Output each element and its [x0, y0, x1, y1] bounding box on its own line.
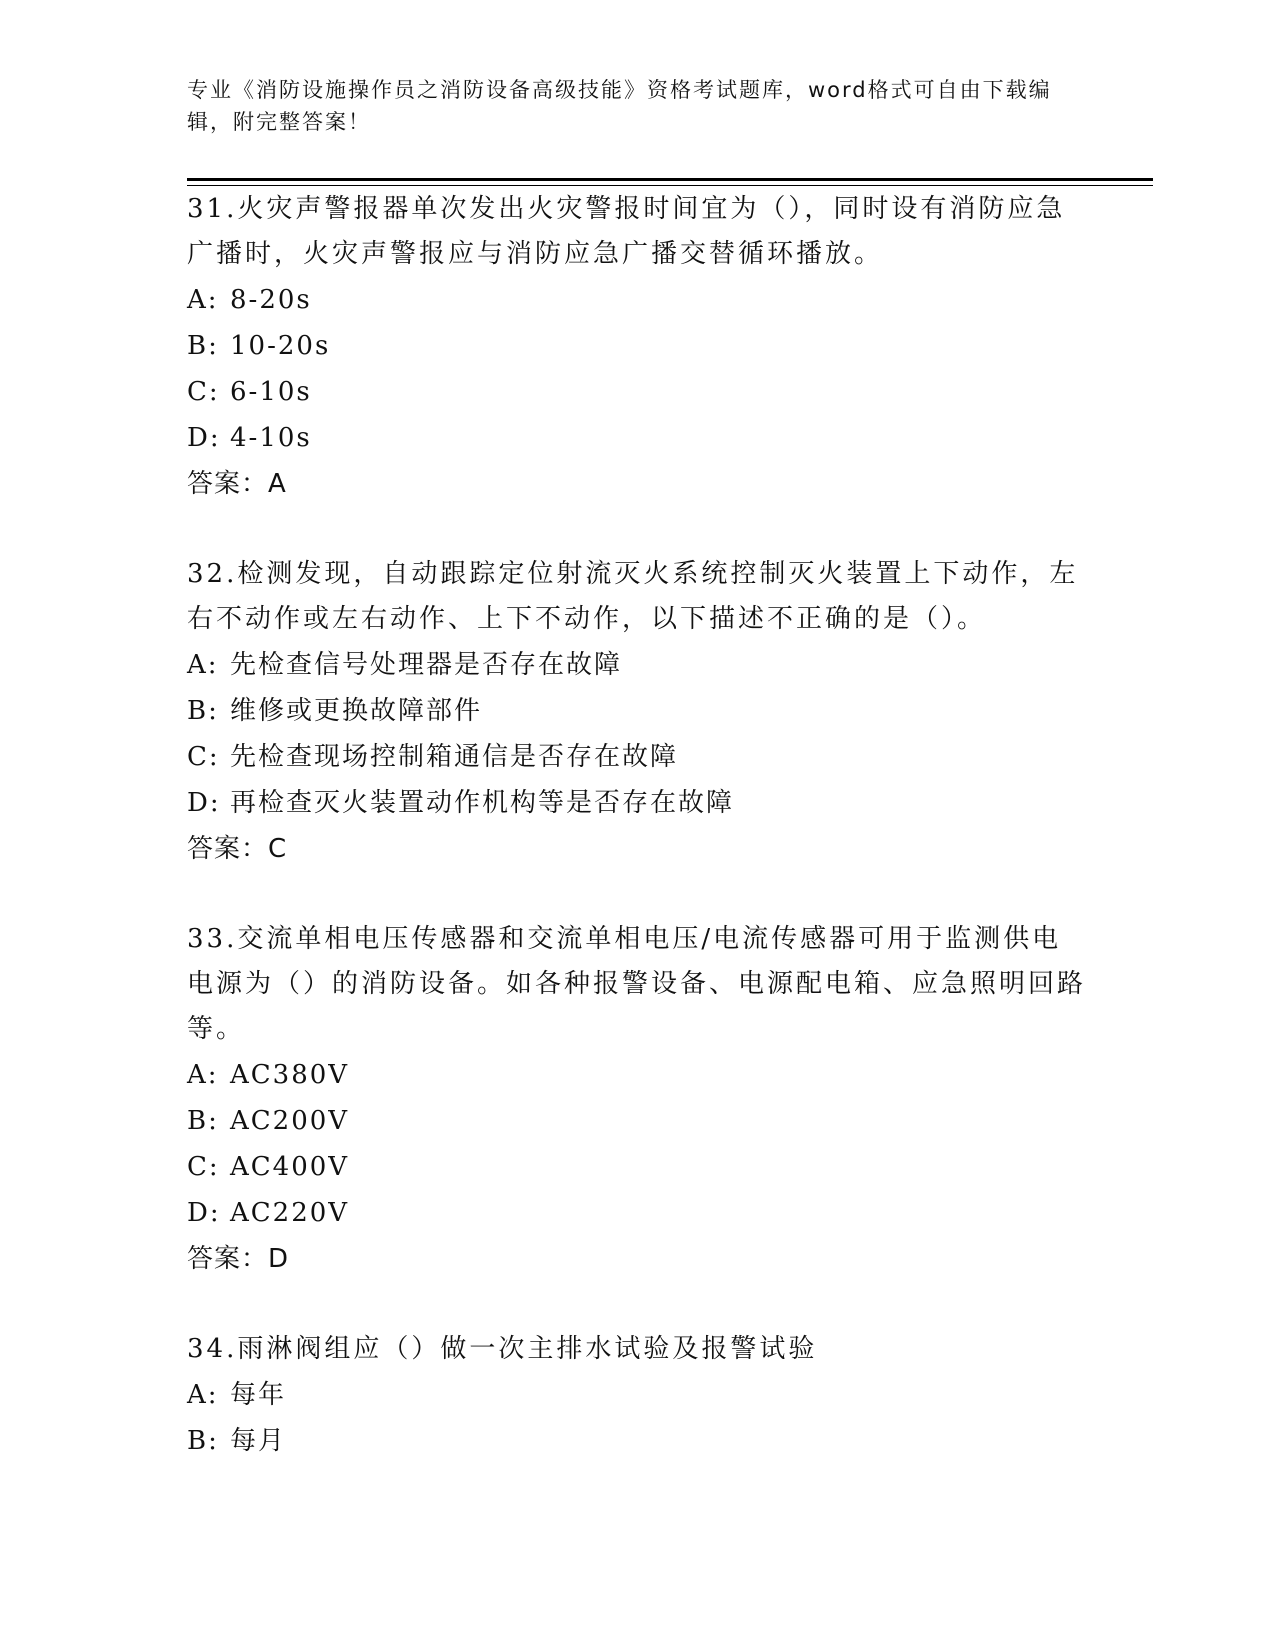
- answer-line: 答案：A: [187, 469, 287, 499]
- option-d: [187, 415, 1087, 461]
- option-text: 维修或更换故障部件: [230, 696, 483, 726]
- option-key: B:: [187, 331, 219, 361]
- option-b: [187, 688, 1087, 734]
- answer-line: 答案：C: [187, 834, 288, 864]
- header-rule-thin: [187, 185, 1153, 186]
- option-text: AC220V: [230, 1198, 350, 1228]
- option-c: [187, 369, 1087, 415]
- option-key: D:: [187, 423, 221, 453]
- option-b: [187, 1418, 1087, 1464]
- answer-line: 答案：D: [187, 1244, 290, 1274]
- option-key: B:: [187, 696, 219, 726]
- option-text: 10-20s: [230, 331, 331, 361]
- option-c: [187, 734, 1087, 780]
- option-key: C:: [187, 1152, 220, 1182]
- question-stem: 32.检测发现，自动跟踪定位射流灭火系统控制灭火装置上下动作，左右不动作或左右动作、上下不动作，以下描述不正确的是（）。: [187, 559, 1079, 634]
- option-text: AC380V: [230, 1060, 350, 1090]
- option-a: [187, 1372, 1087, 1418]
- option-key: D:: [187, 1198, 221, 1228]
- option-text: AC200V: [230, 1106, 350, 1136]
- question-stem: 33.交流单相电压传感器和交流单相电压/电流传感器可用于监测供电电源为（）的消防设备。如各种报警设备、电源配电箱、应急照明回路等。: [187, 924, 1087, 1044]
- option-key: A:: [187, 1060, 219, 1090]
- option-d: [187, 780, 1087, 826]
- option-key: B:: [187, 1106, 219, 1136]
- question-spacer: [187, 872, 1087, 917]
- option-text: 4-10s: [230, 423, 312, 453]
- option-a: [187, 1052, 1087, 1098]
- option-key: C:: [187, 742, 220, 772]
- question-32: [187, 552, 1087, 872]
- option-a: [187, 642, 1087, 688]
- question-31: [187, 187, 1087, 507]
- option-text: AC400V: [230, 1152, 350, 1182]
- option-text: 每月: [230, 1426, 287, 1456]
- option-key: A:: [187, 650, 219, 680]
- document-header: 专业《消防设施操作员之消防设备高级技能》资格考试题库，word格式可自由下载编辑，附完整答案！: [187, 78, 1052, 134]
- option-b: [187, 323, 1087, 369]
- option-c: [187, 1144, 1087, 1190]
- option-key: A:: [187, 1380, 219, 1410]
- option-b: [187, 1098, 1087, 1144]
- option-text: 6-10s: [230, 377, 312, 407]
- question-stem: 31.火灾声警报器单次发出火灾警报时间宜为（），同时设有消防应急广播时，火灾声警报应与消防应急广播交替循环播放。: [187, 194, 1066, 269]
- option-text: 先检查信号处理器是否存在故障: [230, 650, 623, 680]
- option-key: B:: [187, 1426, 219, 1456]
- option-d: [187, 1190, 1087, 1236]
- question-list: [187, 187, 1087, 1464]
- header-rule-thick: [187, 178, 1153, 181]
- option-text: 再检查灭火装置动作机构等是否存在故障: [230, 788, 735, 818]
- question-spacer: [187, 1282, 1087, 1327]
- option-key: D:: [187, 788, 221, 818]
- option-text: 先检查现场控制箱通信是否存在故障: [230, 742, 679, 772]
- question-34: [187, 1327, 1087, 1464]
- question-33: [187, 917, 1087, 1282]
- option-key: A:: [187, 285, 219, 315]
- option-key: C:: [187, 377, 220, 407]
- question-stem: 34.雨淋阀组应（）做一次主排水试验及报警试验: [187, 1334, 818, 1364]
- option-text: 每年: [230, 1380, 287, 1410]
- option-text: 8-20s: [230, 285, 312, 315]
- question-spacer: [187, 507, 1087, 552]
- option-a: [187, 277, 1087, 323]
